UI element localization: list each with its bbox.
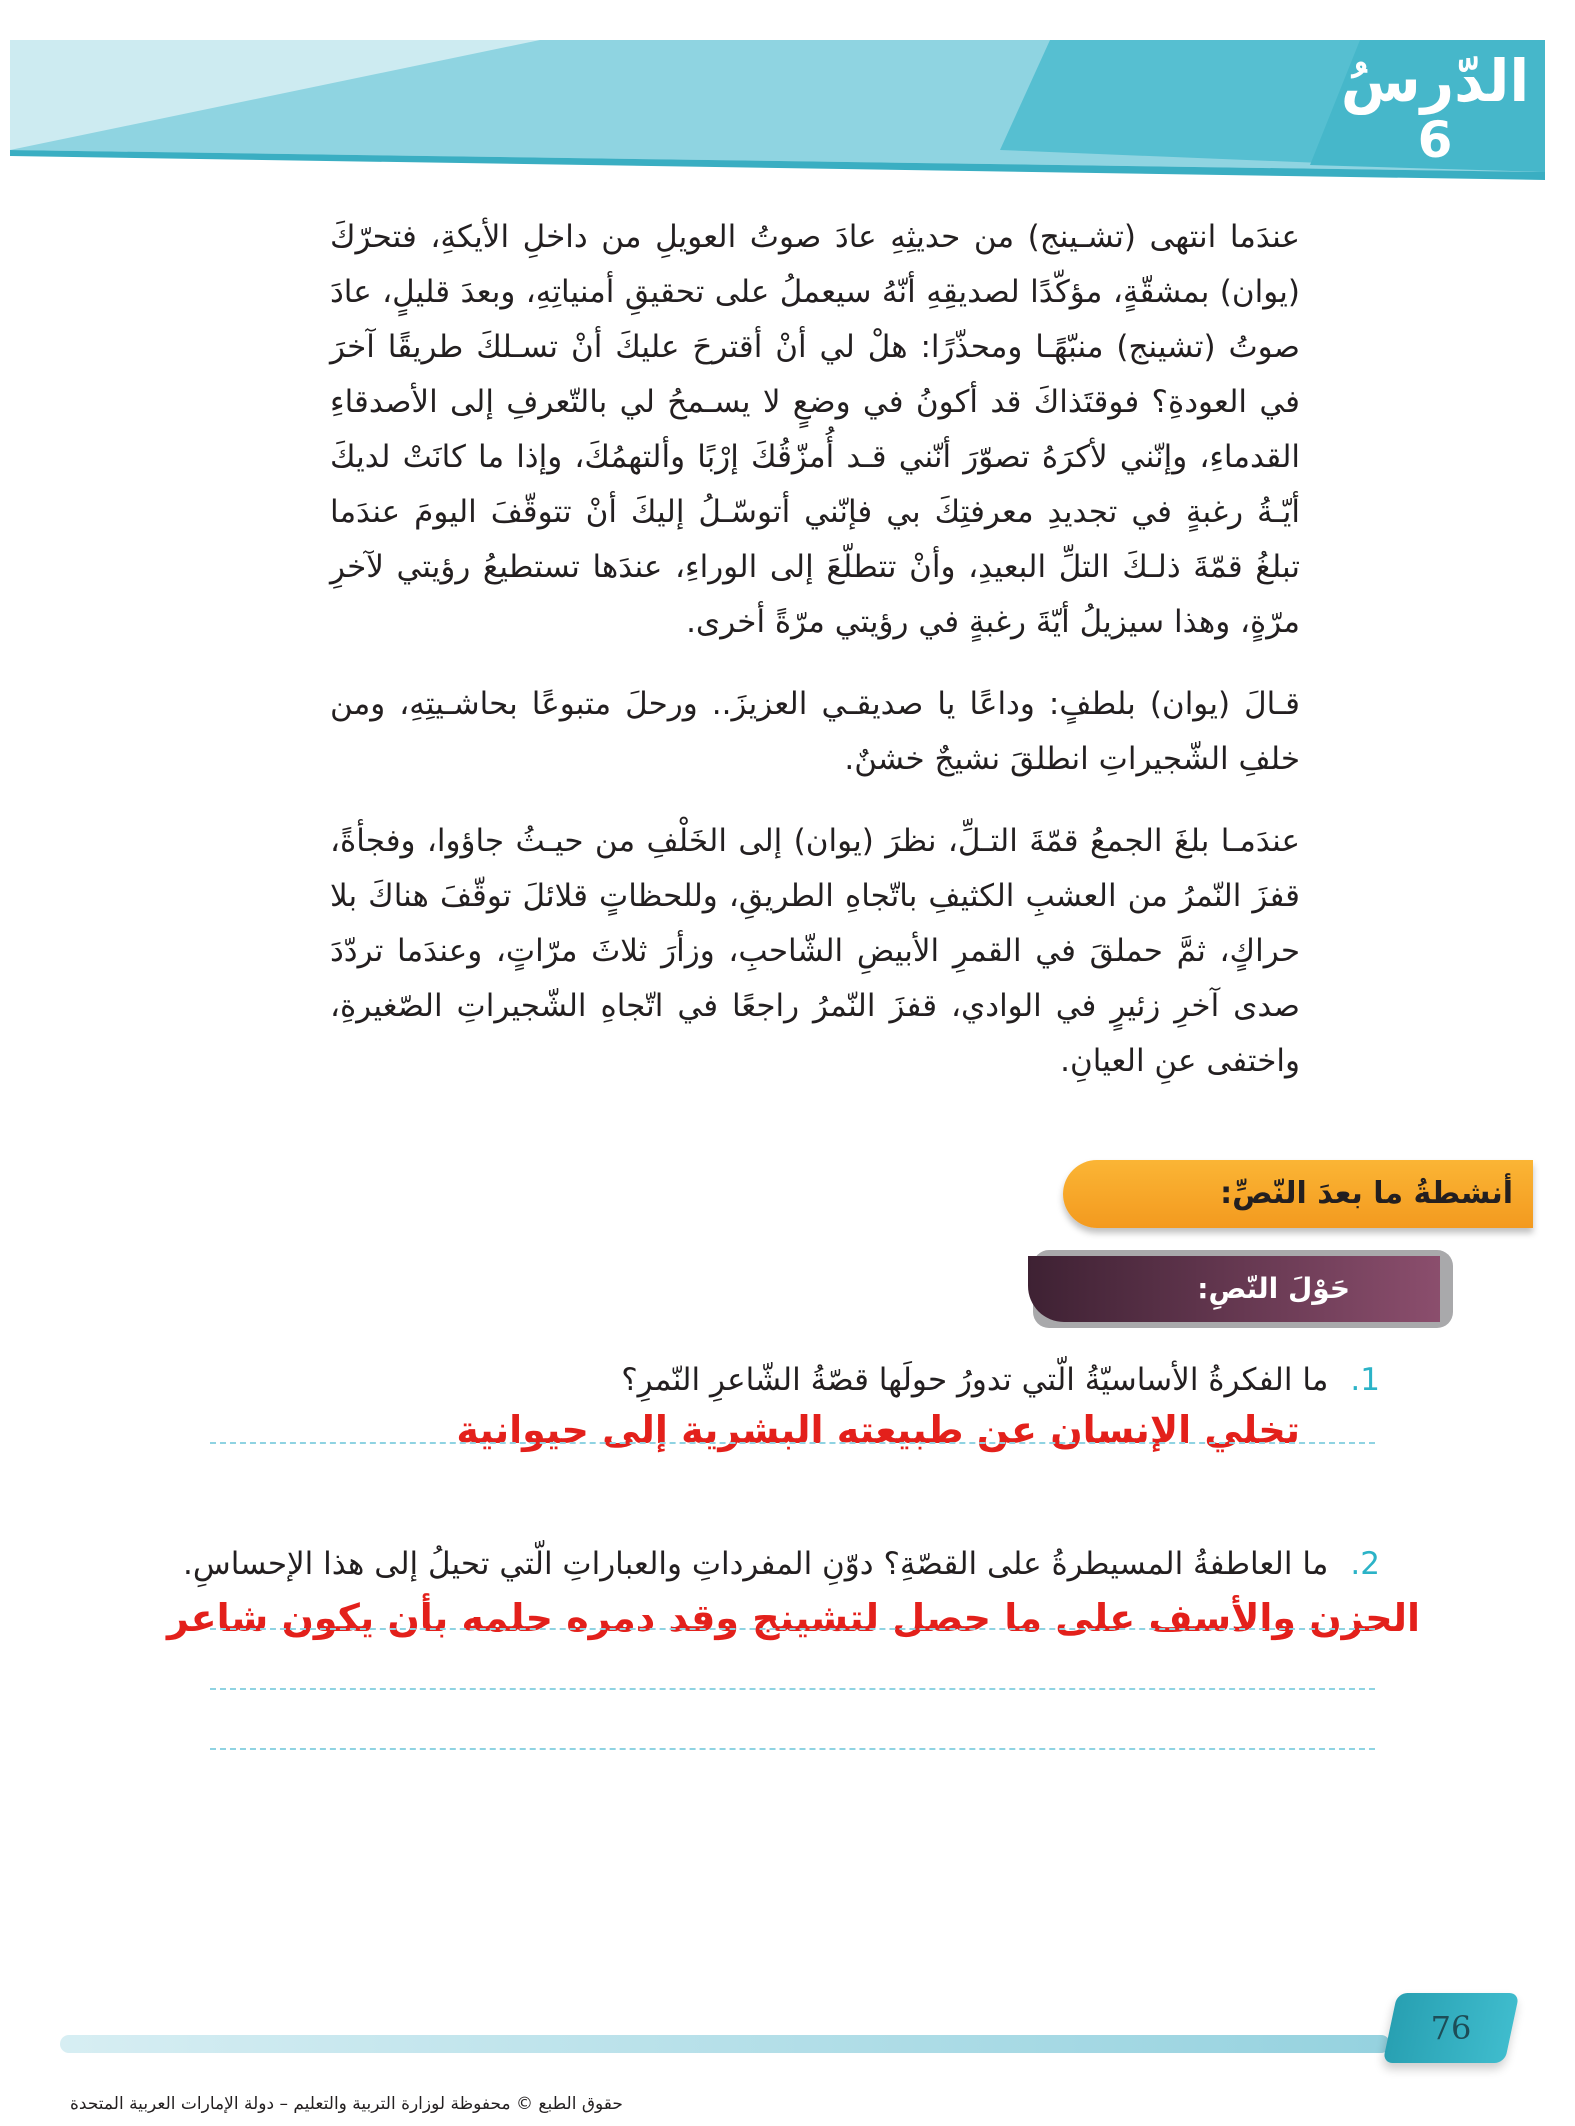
answer-line — [210, 1628, 1375, 1630]
question-number: 1. — [1350, 1362, 1380, 1398]
lesson-number: 6 — [1417, 111, 1453, 169]
story-paragraph: قـالَ (يوان) بلطفٍ: وداعًا يا صديقـي العزيزَ.. ورحلَ متبوعًا بحاشـيتِهِ، ومن خلفِ الشّجيراتِ انطلقَ نشيجٌ خشنٌ. — [330, 686, 1300, 777]
question-2 — [183, 1542, 1380, 1586]
question-number: 2. — [1350, 1546, 1380, 1582]
question-1 — [300, 1358, 1380, 1402]
question-text: ما الفكرةُ الأساسيّةُ الّتي تدورُ حولَها قصّةُ الشّاعرِ النّمرِ؟ — [621, 1362, 1329, 1398]
answer-2[interactable]: الحزن والأسف على ما حصل لتشينج وقد دمره حلمه بأن يكون شاعر — [167, 1596, 1420, 1640]
page-number: 76 — [1430, 2009, 1472, 2047]
lesson-title: الدّرسُ — [1340, 47, 1530, 115]
answer-line — [210, 1748, 1375, 1750]
story-paragraph: عندَمـا بلغَ الجمعُ قمّةَ التـلِّ، نظرَ (يوان) إلى الخَلْفِ من حيـثُ جاؤوا، وفجأةً، قفزَ النّمرُ من العشبِ الكثيفِ باتّجاهِ الطريقِ، وللحظاتٍ قلائلَ توقّفَ هناكَ بلا حراكٍ، ثمَّ حملقَ في القمرِ الأبيضِ الشّاحبِ، وزأرَ ثلاثَ مرّاتٍ، وعندَما تردّدَ صدى آخرِ زئيرٍ في الوادي، قفزَ النّمرُ راجعًا في اتّجاهِ الشّجيراتِ الصّغيرةِ، واختفى عنِ العيانِ. — [330, 823, 1300, 1079]
answer-line — [210, 1688, 1375, 1690]
copyright-notice: حقوق الطبع © محفوظة لوزارة التربية والتعليم – دولة الإمارات العربية المتحدة — [70, 2094, 623, 2114]
story-text — [330, 210, 1300, 1116]
answer-line — [210, 1442, 1375, 1444]
answer-1[interactable]: تخلي الإنسان عن طبيعته البشرية إلى حيوانية — [456, 1408, 1300, 1452]
activities-section-label: أنشطةُ ما بعدَ النّصِّ: — [1063, 1160, 1533, 1228]
question-text: ما العاطفةُ المسيطرةُ على القصّةِ؟ دوّنِ المفرداتِ والعباراتِ الّتي تحيلُ إلى هذا الإحساسِ. — [183, 1546, 1329, 1582]
story-paragraph: عندَما انتهى (تشـينج) من حديثِهِ عادَ صوتُ العويلِ من داخلِ الأيكةِ، فتحرّكَ (يوان) بمشقّةٍ، مؤكّدًا لصديقِهِ أنّهُ سيعملُ على تحقيقِ أمنياتِهِ، وبعدَ قليلٍ، عادَ صوتُ (تشينج) منبّهًـا ومحذّرًا: هلْ لي أنْ أقترحَ عليكَ أنْ تسـلكَ طريقًا آخرَ في العودةِ؟ فوقتَذاكَ قد أكونُ في وضعٍ لا يسـمحُ لي بالتّعرفِ إلى الأصدقاءِ القدماءِ، وإنّني لأكرَهُ تصوّرَ أنّني قـد أُمزّقُكَ إرْبًا وألتهمُكَ، وإذا ما كانَتْ لديكَ أيّـةُ رغبةٍ في تجديدِ معرفتِكَ بي فإنّني أتوسّـلُ إليكَ أنْ تتوقّفَ اليومَ عندَما تبلغُ قمّةَ ذلـكَ التلِّ البعيدِ، وأنْ تتطلّعَ إلى الوراءِ، عندَها تستطيعُ رؤيتي لآخرِ مرّةٍ، وهذا سيزيلُ أيّةَ رغبةٍ في رؤيتي مرّةً أخرى. — [330, 219, 1300, 640]
subsection-label: حَوْلَ النّصِ: — [1028, 1256, 1440, 1322]
footer-bar — [60, 2035, 1390, 2053]
